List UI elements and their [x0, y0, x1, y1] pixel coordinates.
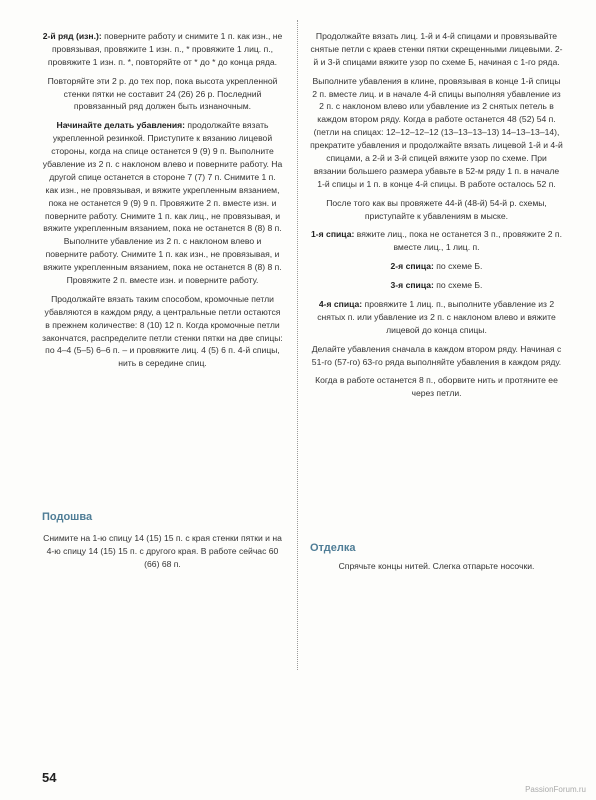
sole-paragraph: Снимите на 1-ю спицу 14 (15) 15 п. с края стенки пятки и на 4-ю спицу 14 (15) 15 п. с другого края. В работе сейчас 60 (66) 68 п. — [43, 533, 282, 569]
heading-sole: Подошва — [42, 511, 93, 523]
needle-1-text: вяжите лиц., пока не останется 3 п., провяжите 2 п. вместе лиц., 1 лиц. п. — [354, 229, 562, 253]
continue-knit-paragraph: Продолжайте вязать лиц. 1-й и 4-й спицами и провязывайте снятые петли с краев стенки пятки скрещенными лицевыми. 2-й и 3-й спицами вяжите узор по схеме Б, начиная с 1-го ряда. — [310, 31, 563, 67]
continue-paragraph: Продолжайте вязать таким способом, кромочные петли убавляются в каждом ряду, а центральные петли остаются в прежнем количестве: 8 (10) 12 п. Когда кромочные петли закончатся, распределите петли стенки пятки на две спицы: по 4–4 (5–5) 6–6 п. – и провяжите лиц. 4 (5) 6 п. 4-й спицы, нить в середине спиц. — [42, 293, 283, 369]
finishing-paragraph: Спрячьте концы нитей. Слегка отпарьте носочки. — [338, 561, 535, 571]
needle-3-paragraph — [310, 279, 563, 292]
decrease-text: продолжайте вязать укрепленной резинкой. Приступите к вязанию лицевой стороны, когда на спице останется 9 (9) 9 п. Выполните убавление из 2 п. с наклоном влево и поверните работу. На другой спице останется в стороне 7 (7) 7 п. Снимите 1 п. как изн., не провязывая, и вяжите укрепленным вязанием, пока не останется 9 (9) 9 п. Провяжите 2 п. вместе изн. и поверните работу. Снимите 1 п. как лиц., не провязывая, и вяжите укрепленным вязанием, пока не останется 8 (8) 8 п. Выполните убавление из 2 п. с наклоном влево и поверните работу. Снимите 1 п. как изн., не провязывая, и вяжите укрепленным вязанием, пока не останется 8 (8) 8 п. Провяжите 2 п. вместе изн. и поверните работу. — [42, 120, 283, 286]
page-number: 54 — [42, 770, 57, 785]
needle-2-text: по схеме Б. — [433, 261, 483, 272]
row2-label: 2-й ряд (изн.): — [42, 31, 102, 41]
right-column — [310, 30, 563, 406]
left-column — [42, 30, 283, 376]
heading-finishing: Отделка — [310, 542, 356, 554]
sole-section — [42, 532, 283, 577]
needle-4-label: 4-я спица: — [318, 299, 363, 310]
decrease-paragraph — [42, 119, 283, 287]
gusset-paragraph: Выполните убавления в клине, провязывая в конце 1-й спицы 2 п. вместе лиц. и в начале 4-й спицы выполняя убавление из 2 п. с наклоном влево или убавление из 2 снятых петель в каждом втором ряду. Когда в работе останется 48 (52) 54 п. (петли на спицах: 12–12–12–12 (13–13–13–13) 14–13–13–14), прекратите убавления и продолжайте вязать лицевой 1-й и 4-й спицами, а 2-й и 3-й спицей вяжите узор по схеме. При вязании большего размера убавьте в 52-м ряду 1 п. в начале 1-й спицы и 1 п. в конце 4-й спицы. В работе осталось 52 п. — [310, 75, 563, 189]
needle-4-paragraph — [310, 298, 563, 337]
repeat-paragraph: Повторяйте эти 2 р. до тех пор, пока высота укрепленной стенки пятки не составит 24 (26) 26 р. Последний провязанный ряд должен быть изнаночным. — [47, 75, 278, 112]
watermark: PassionForum.ru — [525, 785, 586, 794]
needle-3-label: 3-я спица: — [390, 280, 434, 291]
needle-2-paragraph — [310, 260, 563, 273]
needle-1-paragraph — [310, 228, 563, 254]
column-divider — [297, 20, 298, 670]
toe-decrease-paragraph: Делайте убавления сначала в каждом втором ряду. Начиная с 51-го (57-го) 63-го ряда выполняйте убавления в каждом ряду. — [311, 343, 562, 367]
finish-paragraph: Когда в работе останется 8 п., оборвите нить и протяните ее через петли. — [315, 375, 558, 399]
needle-2-label: 2-я спица: — [390, 261, 434, 272]
decrease-label: Начинайте делать убавления: — [56, 120, 186, 131]
needle-4-text: провяжите 1 лиц. п., выполните убавление из 2 снятых п. или убавление из 2 п. с наклоном влево и вяжите лицевой до конца спицы. — [317, 299, 556, 335]
needle-3-text: по схеме Б. — [433, 280, 483, 291]
needle-1-label: 1-я спица: — [311, 229, 355, 240]
toe-start-paragraph: После того как вы провяжете 44-й (48-й) 54-й р. схемы, приступайте к убавлениям в мыске. — [326, 197, 547, 221]
finishing-section — [310, 560, 563, 579]
row2-paragraph — [42, 30, 283, 69]
row2-text: поверните работу и снимите 1 п. как изн., не провязывая, провяжите 1 изн. п., * провяжите 1 лиц. п., провяжите 1 изн. п. *, повторяйте от * до * до конца ряда. — [47, 31, 283, 67]
